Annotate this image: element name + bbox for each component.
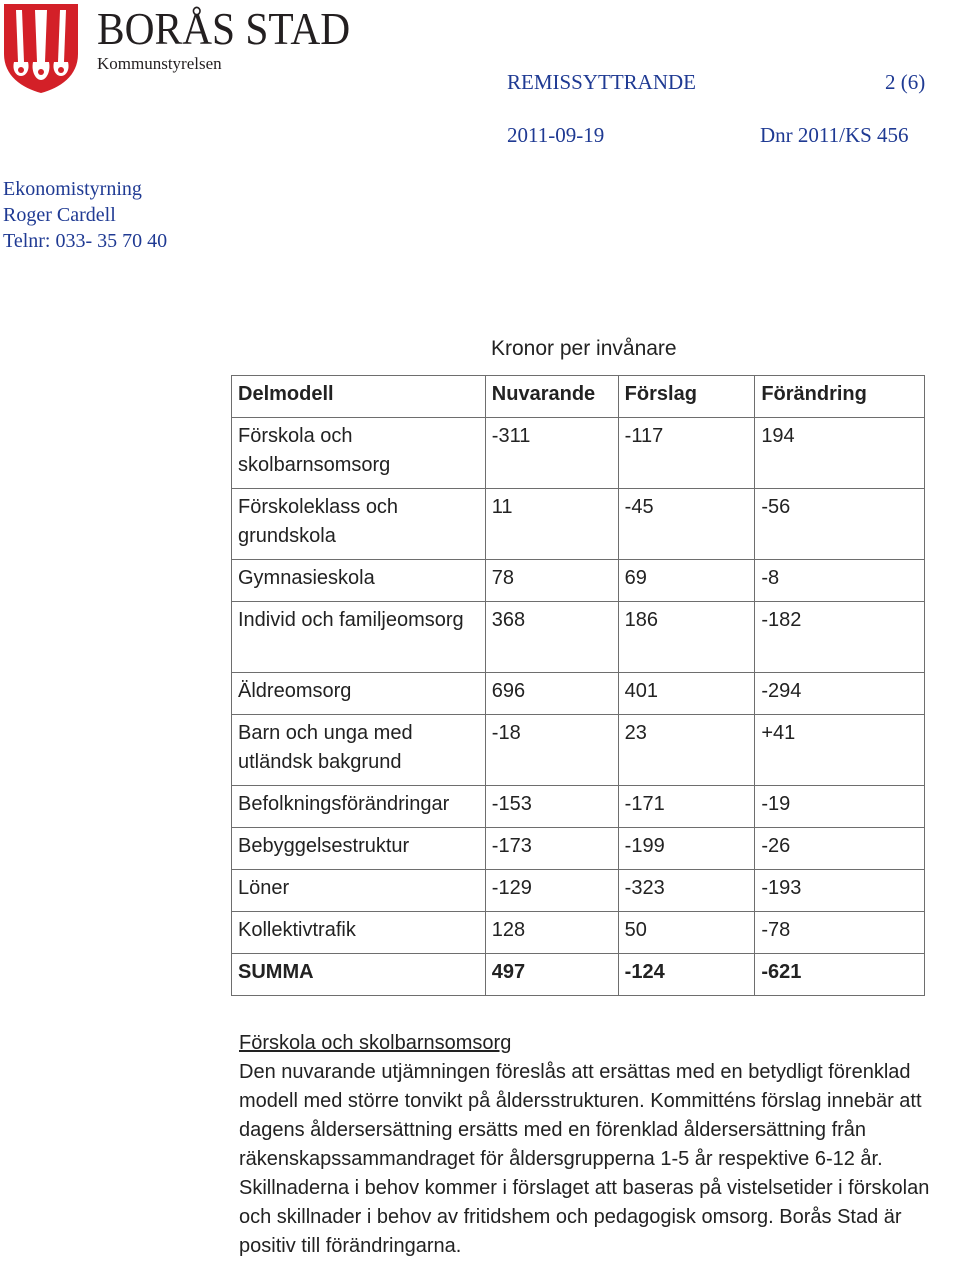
section-forskola (239, 1029, 959, 1261)
table-row (232, 602, 925, 673)
column-header: Förslag (618, 376, 755, 418)
cell-forandring: 194 (755, 418, 925, 489)
cell-forslag: -124 (618, 954, 755, 996)
sender-name: Roger Cardell (3, 204, 116, 226)
cell-forandring: -193 (755, 870, 925, 912)
table-row (232, 418, 925, 489)
cell-forslag: 186 (618, 602, 755, 673)
section-body: Den nuvarande utjämningen föreslås att ersättas med en betydligt förenklad modell med större tonvikt på åldersstrukturen. Kommitténs förslag innebär att dagens åldersersättning ersätts med en förenklad åldersersättning från räkenskapssammandraget för åldersgrupperna 1-5 år respektive 6-12 år. Skillnaderna i behov kommer i förslaget att baseras på vistelsetider i förskolan och skillnader i behov av fritidshem och pedagogisk omsorg. Borås Stad är positiv till förändringarna. (239, 1061, 930, 1257)
table-caption: Kronor per invånare (491, 337, 677, 360)
cell-delmodell: Förskola och skolbarnsomsorg (232, 418, 486, 489)
cell-forandring: -26 (755, 828, 925, 870)
cell-delmodell: SUMMA (232, 954, 486, 996)
cell-forandring: -19 (755, 786, 925, 828)
table-header-row (232, 376, 925, 418)
cell-forslag: 401 (618, 673, 755, 715)
cell-forandring: -294 (755, 673, 925, 715)
sender-block (3, 176, 167, 254)
table-row (232, 912, 925, 954)
cell-forslag: -171 (618, 786, 755, 828)
table-row (232, 715, 925, 786)
table-row (232, 828, 925, 870)
table-row (232, 673, 925, 715)
page-number: 2 (6) (885, 70, 926, 94)
table-row (232, 560, 925, 602)
table-row (232, 489, 925, 560)
column-header: Nuvarande (485, 376, 618, 418)
cell-nuvarande: -153 (485, 786, 618, 828)
column-header: Delmodell (232, 376, 486, 418)
brand (97, 3, 378, 74)
cell-delmodell: Individ och familjeomsorg (232, 602, 486, 673)
cell-nuvarande: -311 (485, 418, 618, 489)
table-row (232, 870, 925, 912)
cell-forandring: -56 (755, 489, 925, 560)
cell-forslag: -323 (618, 870, 755, 912)
cell-nuvarande: 78 (485, 560, 618, 602)
cell-nuvarande: 11 (485, 489, 618, 560)
cell-delmodell: Barn och unga med utländsk bakgrund (232, 715, 486, 786)
cell-delmodell: Befolkningsförändringar (232, 786, 486, 828)
cell-delmodell: Gymnasieskola (232, 560, 486, 602)
cell-nuvarande: 128 (485, 912, 618, 954)
cell-nuvarande: 368 (485, 602, 618, 673)
cell-delmodell: Bebyggelsestruktur (232, 828, 486, 870)
cell-delmodell: Löner (232, 870, 486, 912)
cell-nuvarande: -18 (485, 715, 618, 786)
cost-table (231, 375, 925, 996)
document-dnr: Dnr 2011/KS 456 (760, 123, 909, 147)
cell-forandring: -621 (755, 954, 925, 996)
cell-nuvarande: -173 (485, 828, 618, 870)
sender-phone: Telnr: 033- 35 70 40 (3, 230, 168, 252)
cell-delmodell: Kollektivtrafik (232, 912, 486, 954)
cell-nuvarande: -129 (485, 870, 618, 912)
column-header: Förändring (755, 376, 925, 418)
brand-subtitle: Kommunstyrelsen (97, 54, 222, 73)
cell-forslag: -45 (618, 489, 755, 560)
cell-forslag: -199 (618, 828, 755, 870)
sender-department: Ekonomistyrning (3, 178, 142, 200)
cell-forslag: 69 (618, 560, 755, 602)
cell-forandring: -78 (755, 912, 925, 954)
cell-delmodell: Äldreomsorg (232, 673, 486, 715)
cell-forslag: -117 (618, 418, 755, 489)
cell-forslag: 50 (618, 912, 755, 954)
cell-nuvarande: 696 (485, 673, 618, 715)
table-row (232, 786, 925, 828)
brand-name: BORÅS STAD (97, 3, 351, 54)
boras-coat-of-arms-logo (2, 2, 80, 94)
document-date: 2011-09-19 (507, 123, 605, 147)
cell-forandring: -8 (755, 560, 925, 602)
document-type: REMISSYTTRANDE (507, 70, 697, 94)
cell-forandring: -182 (755, 602, 925, 673)
cell-forandring: +41 (755, 715, 925, 786)
table-total-row (232, 954, 925, 996)
cell-nuvarande: 497 (485, 954, 618, 996)
cell-delmodell: Förskoleklass och grundskola (232, 489, 486, 560)
section-heading: Förskola och skolbarnsomsorg (239, 1032, 512, 1054)
cell-forslag: 23 (618, 715, 755, 786)
